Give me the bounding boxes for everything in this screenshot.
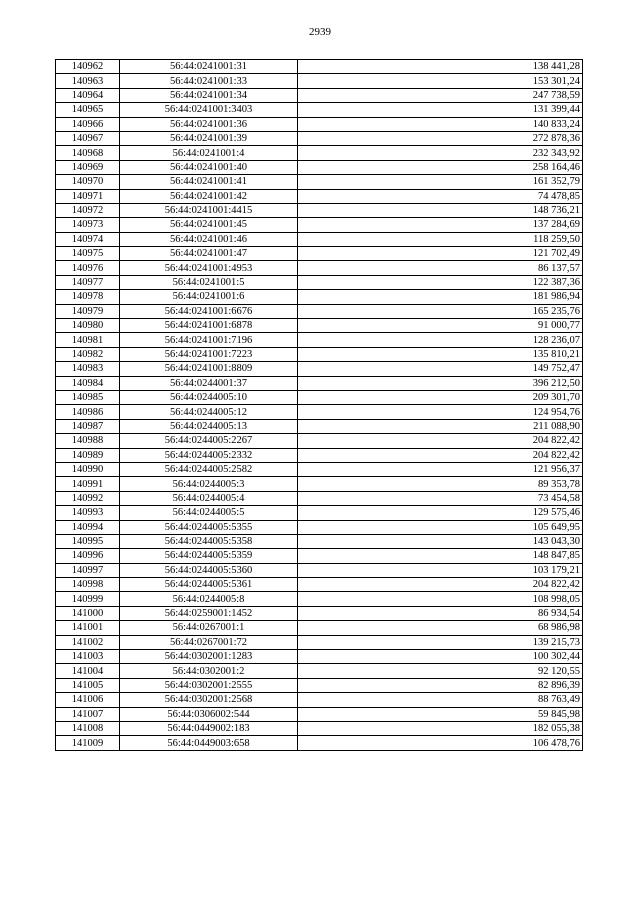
row-number-cell: 140987 — [56, 419, 120, 433]
row-number-cell: 140975 — [56, 247, 120, 261]
value-cell: 124 954,76 — [298, 405, 583, 419]
value-cell: 139 215,73 — [298, 635, 583, 649]
table-row — [56, 477, 583, 491]
cadastral-number-cell: 56:44:0241001:45 — [120, 218, 298, 232]
cadastral-number-cell: 56:44:0267001:72 — [120, 635, 298, 649]
value-cell: 148 736,21 — [298, 203, 583, 217]
cadastral-number-cell: 56:44:0244005:2267 — [120, 434, 298, 448]
table-row — [56, 304, 583, 318]
table-row — [56, 189, 583, 203]
row-number-cell: 140964 — [56, 88, 120, 102]
row-number-cell: 140998 — [56, 578, 120, 592]
value-cell: 121 702,49 — [298, 247, 583, 261]
table-row — [56, 491, 583, 505]
table-row — [56, 203, 583, 217]
table-row — [56, 578, 583, 592]
value-cell: 73 454,58 — [298, 491, 583, 505]
table-row — [56, 563, 583, 577]
row-number-cell: 140991 — [56, 477, 120, 491]
cadastral-number-cell: 56:44:0302001:2555 — [120, 678, 298, 692]
cadastral-number-cell: 56:44:0241001:41 — [120, 175, 298, 189]
cadastral-number-cell: 56:44:0241001:46 — [120, 232, 298, 246]
value-cell: 128 236,07 — [298, 333, 583, 347]
value-cell: 103 179,21 — [298, 563, 583, 577]
cadastral-number-cell: 56:44:0241001:33 — [120, 74, 298, 88]
row-number-cell: 141002 — [56, 635, 120, 649]
table-row — [56, 218, 583, 232]
value-cell: 181 986,94 — [298, 290, 583, 304]
value-cell: 129 575,46 — [298, 506, 583, 520]
row-number-cell: 140982 — [56, 347, 120, 361]
cadastral-number-cell: 56:44:0244005:13 — [120, 419, 298, 433]
cadastral-number-cell: 56:44:0244005:5359 — [120, 549, 298, 563]
cadastral-number-cell: 56:44:0241001:8809 — [120, 362, 298, 376]
cadastral-number-cell: 56:44:0244005:5 — [120, 506, 298, 520]
table-row — [56, 592, 583, 606]
value-cell: 258 164,46 — [298, 160, 583, 174]
table-row — [56, 390, 583, 404]
row-number-cell: 141008 — [56, 721, 120, 735]
row-number-cell: 141009 — [56, 736, 120, 750]
table-row — [56, 103, 583, 117]
cadastral-number-cell: 56:44:0244005:2332 — [120, 448, 298, 462]
cadastral-number-cell: 56:44:0241001:39 — [120, 131, 298, 145]
value-cell: 135 810,21 — [298, 347, 583, 361]
cadastral-number-cell: 56:44:0302001:1283 — [120, 650, 298, 664]
value-cell: 89 353,78 — [298, 477, 583, 491]
row-number-cell: 141001 — [56, 621, 120, 635]
cadastral-number-cell: 56:44:0302001:2 — [120, 664, 298, 678]
table-row — [56, 520, 583, 534]
page-number: 2939 — [309, 26, 331, 38]
cadastral-number-cell: 56:44:0259001:1452 — [120, 606, 298, 620]
value-cell: 106 478,76 — [298, 736, 583, 750]
cadastral-number-cell: 56:44:0241001:6 — [120, 290, 298, 304]
table-row — [56, 319, 583, 333]
table-row — [56, 678, 583, 692]
value-cell: 140 833,24 — [298, 117, 583, 131]
value-cell: 74 478,85 — [298, 189, 583, 203]
row-number-cell: 140992 — [56, 491, 120, 505]
value-cell: 86 137,57 — [298, 261, 583, 275]
table-row — [56, 462, 583, 476]
cadastral-number-cell: 56:44:0302001:2568 — [120, 693, 298, 707]
row-number-cell: 140984 — [56, 376, 120, 390]
cadastral-number-cell: 56:44:0244005:10 — [120, 390, 298, 404]
row-number-cell: 140977 — [56, 275, 120, 289]
cadastral-number-cell: 56:44:0241001:6878 — [120, 319, 298, 333]
value-cell: 68 986,98 — [298, 621, 583, 635]
table-row — [56, 736, 583, 750]
cadastral-number-cell: 56:44:0244005:5358 — [120, 534, 298, 548]
cadastral-number-cell: 56:44:0241001:4415 — [120, 203, 298, 217]
table-row — [56, 74, 583, 88]
value-cell: 138 441,28 — [298, 60, 583, 74]
value-cell: 209 301,70 — [298, 390, 583, 404]
table-row — [56, 376, 583, 390]
row-number-cell: 140983 — [56, 362, 120, 376]
value-cell: 143 043,30 — [298, 534, 583, 548]
cadastral-number-cell: 56:44:0449002:183 — [120, 721, 298, 735]
cadastral-number-cell: 56:44:0306002:544 — [120, 707, 298, 721]
table-row — [56, 534, 583, 548]
value-cell: 182 055,38 — [298, 721, 583, 735]
cadastral-number-cell: 56:44:0241001:36 — [120, 117, 298, 131]
table-row — [56, 290, 583, 304]
cadastral-number-cell: 56:44:0241001:42 — [120, 189, 298, 203]
value-cell: 204 822,42 — [298, 448, 583, 462]
row-number-cell: 140994 — [56, 520, 120, 534]
table-row — [56, 721, 583, 735]
value-cell: 105 649,95 — [298, 520, 583, 534]
table-row — [56, 506, 583, 520]
table-row — [56, 664, 583, 678]
cadastral-number-cell: 56:44:0241001:6676 — [120, 304, 298, 318]
row-number-cell: 140985 — [56, 390, 120, 404]
table-row — [56, 635, 583, 649]
table-row — [56, 261, 583, 275]
cadastral-number-cell: 56:44:0241001:7223 — [120, 347, 298, 361]
row-number-cell: 140976 — [56, 261, 120, 275]
row-number-cell: 140988 — [56, 434, 120, 448]
cadastral-number-cell: 56:44:0241001:40 — [120, 160, 298, 174]
table-row — [56, 347, 583, 361]
cadastral-number-cell: 56:44:0244005:5360 — [120, 563, 298, 577]
table-row — [56, 419, 583, 433]
value-cell: 86 934,54 — [298, 606, 583, 620]
cadastral-number-cell: 56:44:0241001:4953 — [120, 261, 298, 275]
value-cell: 204 822,42 — [298, 578, 583, 592]
value-cell: 82 896,39 — [298, 678, 583, 692]
table-row — [56, 88, 583, 102]
table-row — [56, 707, 583, 721]
row-number-cell: 141004 — [56, 664, 120, 678]
cadastral-number-cell: 56:44:0267001:1 — [120, 621, 298, 635]
row-number-cell: 141000 — [56, 606, 120, 620]
row-number-cell: 140979 — [56, 304, 120, 318]
value-cell: 59 845,98 — [298, 707, 583, 721]
value-cell: 131 399,44 — [298, 103, 583, 117]
cadastral-number-cell: 56:44:0241001:47 — [120, 247, 298, 261]
row-number-cell: 140962 — [56, 60, 120, 74]
table-row — [56, 131, 583, 145]
value-cell: 148 847,85 — [298, 549, 583, 563]
row-number-cell: 140973 — [56, 218, 120, 232]
cadastral-number-cell: 56:44:0449003:658 — [120, 736, 298, 750]
value-cell: 121 956,37 — [298, 462, 583, 476]
row-number-cell: 140990 — [56, 462, 120, 476]
value-cell: 88 763,49 — [298, 693, 583, 707]
cadastral-number-cell: 56:44:0241001:31 — [120, 60, 298, 74]
cadastral-number-cell: 56:44:0244005:2582 — [120, 462, 298, 476]
cadastral-number-cell: 56:44:0244005:3 — [120, 477, 298, 491]
row-number-cell: 140972 — [56, 203, 120, 217]
table-row — [56, 606, 583, 620]
table-row — [56, 405, 583, 419]
cadastral-number-cell: 56:44:0244005:12 — [120, 405, 298, 419]
table-row — [56, 146, 583, 160]
value-cell: 100 302,44 — [298, 650, 583, 664]
cadastral-number-cell: 56:44:0244005:5355 — [120, 520, 298, 534]
table-row — [56, 117, 583, 131]
value-cell: 92 120,55 — [298, 664, 583, 678]
table-row — [56, 448, 583, 462]
cadastral-number-cell: 56:44:0241001:3403 — [120, 103, 298, 117]
row-number-cell: 140971 — [56, 189, 120, 203]
value-cell: 153 301,24 — [298, 74, 583, 88]
value-cell: 396 212,50 — [298, 376, 583, 390]
cadastral-number-cell: 56:44:0241001:5 — [120, 275, 298, 289]
value-cell: 204 822,42 — [298, 434, 583, 448]
value-cell: 122 387,36 — [298, 275, 583, 289]
row-number-cell: 140996 — [56, 549, 120, 563]
row-number-cell: 140978 — [56, 290, 120, 304]
value-cell: 165 235,76 — [298, 304, 583, 318]
row-number-cell: 140980 — [56, 319, 120, 333]
value-cell: 149 752,47 — [298, 362, 583, 376]
table-row — [56, 333, 583, 347]
value-cell: 247 738,59 — [298, 88, 583, 102]
table-row — [56, 434, 583, 448]
table-row — [56, 549, 583, 563]
table-body — [56, 60, 583, 751]
table-row — [56, 232, 583, 246]
cadastral-number-cell: 56:44:0244005:8 — [120, 592, 298, 606]
registry-table — [55, 59, 583, 751]
table-row — [56, 175, 583, 189]
cadastral-number-cell: 56:44:0244005:5361 — [120, 578, 298, 592]
row-number-cell: 140995 — [56, 534, 120, 548]
row-number-cell: 141003 — [56, 650, 120, 664]
value-cell: 161 352,79 — [298, 175, 583, 189]
row-number-cell: 140974 — [56, 232, 120, 246]
cadastral-number-cell: 56:44:0241001:34 — [120, 88, 298, 102]
table-row — [56, 362, 583, 376]
row-number-cell: 140969 — [56, 160, 120, 174]
row-number-cell: 141007 — [56, 707, 120, 721]
row-number-cell: 140965 — [56, 103, 120, 117]
table-row — [56, 693, 583, 707]
value-cell: 232 343,92 — [298, 146, 583, 160]
table-row — [56, 247, 583, 261]
row-number-cell: 140993 — [56, 506, 120, 520]
table-row — [56, 275, 583, 289]
cadastral-number-cell: 56:44:0241001:7196 — [120, 333, 298, 347]
row-number-cell: 140997 — [56, 563, 120, 577]
table-row — [56, 160, 583, 174]
row-number-cell: 140999 — [56, 592, 120, 606]
row-number-cell: 140989 — [56, 448, 120, 462]
value-cell: 108 998,05 — [298, 592, 583, 606]
cadastral-number-cell: 56:44:0241001:4 — [120, 146, 298, 160]
row-number-cell: 140986 — [56, 405, 120, 419]
value-cell: 211 088,90 — [298, 419, 583, 433]
row-number-cell: 140967 — [56, 131, 120, 145]
value-cell: 118 259,50 — [298, 232, 583, 246]
value-cell: 137 284,69 — [298, 218, 583, 232]
row-number-cell: 141005 — [56, 678, 120, 692]
row-number-cell: 141006 — [56, 693, 120, 707]
cadastral-number-cell: 56:44:0244005:4 — [120, 491, 298, 505]
row-number-cell: 140968 — [56, 146, 120, 160]
table-row — [56, 60, 583, 74]
row-number-cell: 140981 — [56, 333, 120, 347]
table-row — [56, 650, 583, 664]
table-row — [56, 621, 583, 635]
row-number-cell: 140963 — [56, 74, 120, 88]
value-cell: 272 878,36 — [298, 131, 583, 145]
cadastral-number-cell: 56:44:0244001:37 — [120, 376, 298, 390]
value-cell: 91 000,77 — [298, 319, 583, 333]
row-number-cell: 140970 — [56, 175, 120, 189]
row-number-cell: 140966 — [56, 117, 120, 131]
